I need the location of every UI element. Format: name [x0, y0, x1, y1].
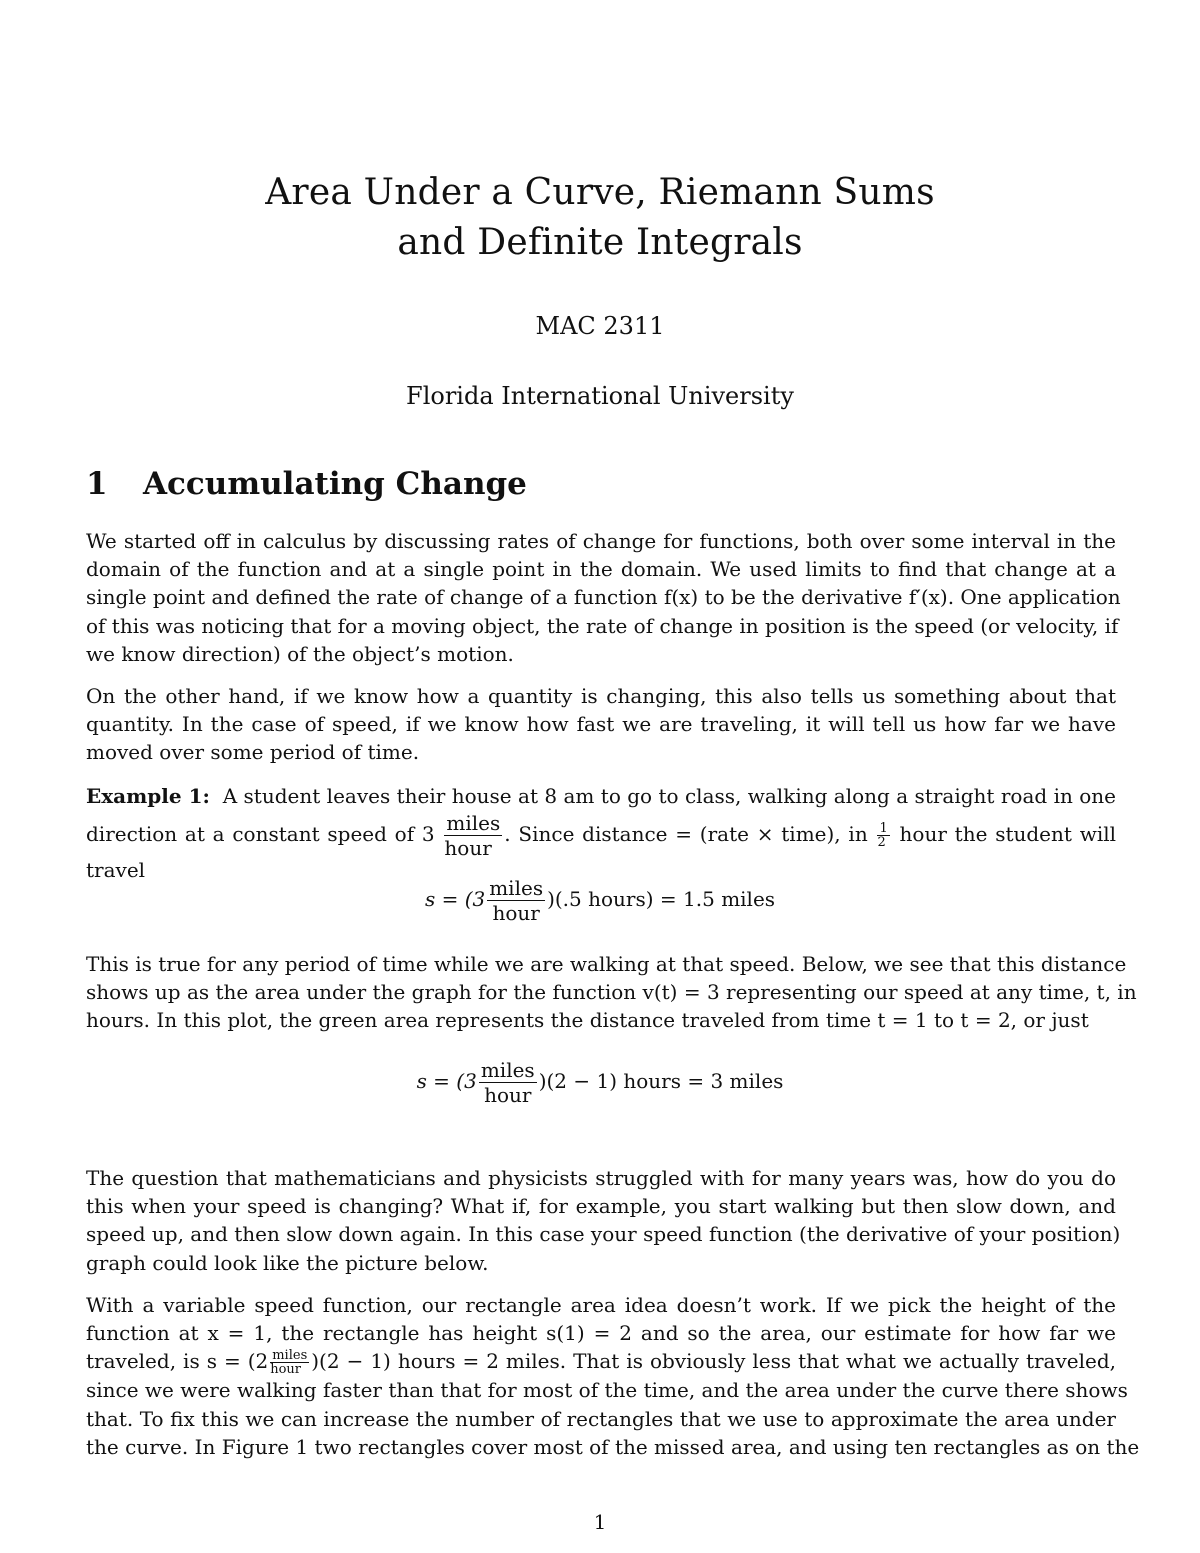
- example-line-2-content: [86, 808, 1116, 860]
- example-text-1: A student leaves their house at 8 am to go to class, walking along a straight road in one: [222, 784, 1117, 808]
- example-1: [86, 782, 1116, 810]
- example-label: Example 1:: [86, 784, 210, 808]
- fraction-numerator: miles: [446, 811, 501, 835]
- p2-line: moved over some period of time.: [86, 740, 420, 765]
- p1-line: We started off in calculus by discussing rates of change for functions, both over some interval in the: [86, 529, 1116, 553]
- eq1-lhs: s = (3: [424, 887, 486, 911]
- p1-line: we know direction) of the object’s motion.: [86, 641, 514, 666]
- half-numerator: 1: [879, 821, 888, 836]
- paragraph-1: [86, 527, 1121, 668]
- title-line-2: and Definite Integrals: [397, 222, 803, 263]
- p5-line: With a variable speed function, our rectangle area idea doesn’t work. If we pick the height of the: [86, 1293, 1116, 1317]
- equation-2: [0, 1058, 1200, 1107]
- p5-text-a: traveled, is s = (2: [86, 1349, 269, 1374]
- p3-line: hours. In this plot, the green area represents the distance traveled from time t = 1 to t = 2, or just: [86, 1008, 1089, 1033]
- p5-line: function at x = 1, the rectangle has height s(1) = 2 and so the area, our estimate for how far we: [86, 1321, 1116, 1346]
- equation-1: [0, 876, 1200, 925]
- p1-line: domain of the function and at a single point in the domain. We used limits to find that change at a: [86, 557, 1116, 582]
- example-text-3: travel: [86, 858, 146, 882]
- fraction-denominator: hour: [444, 836, 492, 860]
- p5-line-with-fraction: [86, 1347, 1116, 1376]
- page-number: 1: [593, 1510, 607, 1534]
- example-text-2c: hour the student will: [899, 822, 1117, 846]
- example-text-2a: direction at a constant speed of 3: [86, 822, 435, 846]
- eq2-numerator: miles: [480, 1058, 535, 1082]
- university-name: Florida International University: [406, 382, 794, 410]
- eq2-rhs: )(2 − 1) hours = 3 miles: [538, 1069, 784, 1093]
- p4-line: The question that mathematicians and physicists struggled with for many years was, how do you do: [86, 1166, 1116, 1190]
- document-title: [0, 168, 1200, 268]
- p4-line: speed up, and then slow down again. In this case your speed function (the derivative of your position): [86, 1222, 1121, 1247]
- p1-line: single point and defined the rate of change of a function f(x) to be the derivative f′(x). One application: [86, 585, 1121, 610]
- section-title: Accumulating Change: [143, 466, 527, 502]
- eq1-rhs: )(.5 hours) = 1.5 miles: [547, 887, 776, 911]
- p2-line: On the other hand, if we know how a quantity is changing, this also tells us something about that: [86, 684, 1116, 708]
- inline-fraction-miles-per-hour: [270, 1349, 309, 1376]
- eq1-fraction: [487, 876, 545, 925]
- paragraph-5: [86, 1291, 1140, 1461]
- p4-line: this when your speed is changing? What if, for example, you start walking but then slow down, and: [86, 1194, 1116, 1219]
- eq2-fraction: [479, 1058, 537, 1107]
- eq1-denominator: hour: [492, 901, 540, 925]
- inline-denominator: hour: [270, 1362, 302, 1378]
- eq2-denominator: hour: [484, 1083, 532, 1107]
- example-text-2b: . Since distance = (rate × time), in: [504, 822, 868, 846]
- p4-line: graph could look like the picture below.: [86, 1250, 489, 1275]
- p5-text-b: )(2 − 1) hours = 2 miles. That is obviously less that what we actually traveled,: [311, 1349, 1116, 1374]
- section-number: 1: [86, 466, 108, 502]
- section-heading: [86, 466, 527, 502]
- paragraph-2: [86, 682, 1116, 767]
- p5-line: the curve. In Figure 1 two rectangles cover most of the missed area, and using ten rectangles as on the: [86, 1434, 1140, 1459]
- p3-line: This is true for any period of time while we are walking at that speed. Below, we see that this distance: [86, 952, 1127, 976]
- p5-line: that. To fix this we can increase the number of rectangles that we use to approximate the area under: [86, 1406, 1116, 1431]
- example-line-2: [86, 808, 1116, 860]
- eq1-numerator: miles: [489, 876, 544, 900]
- half-denominator: 2: [877, 835, 886, 850]
- p1-line: of this was noticing that for a moving object, the rate of change in position is the speed (or velocity, if: [86, 613, 1119, 638]
- p3-line: shows up as the area under the graph for the function v(t) = 3 representing our speed at any time, t, in: [86, 980, 1137, 1005]
- paragraph-4: [86, 1164, 1121, 1277]
- p2-line: quantity. In the case of speed, if we know how fast we are traveling, it will tell us how far we have: [86, 712, 1116, 737]
- course-code: MAC 2311: [535, 312, 665, 340]
- eq2-lhs: s = (3: [416, 1069, 477, 1093]
- paragraph-3: [86, 950, 1137, 1035]
- fraction-miles-per-hour: [444, 811, 502, 860]
- inline-numerator: miles: [272, 1348, 308, 1364]
- title-line-1: Area Under a Curve, Riemann Sums: [265, 172, 935, 213]
- example-line-1: [86, 782, 1116, 810]
- p5-line: since we were walking faster than that for most of the time, and the area under the curve there shows: [86, 1378, 1128, 1403]
- fraction-one-half: [877, 822, 889, 849]
